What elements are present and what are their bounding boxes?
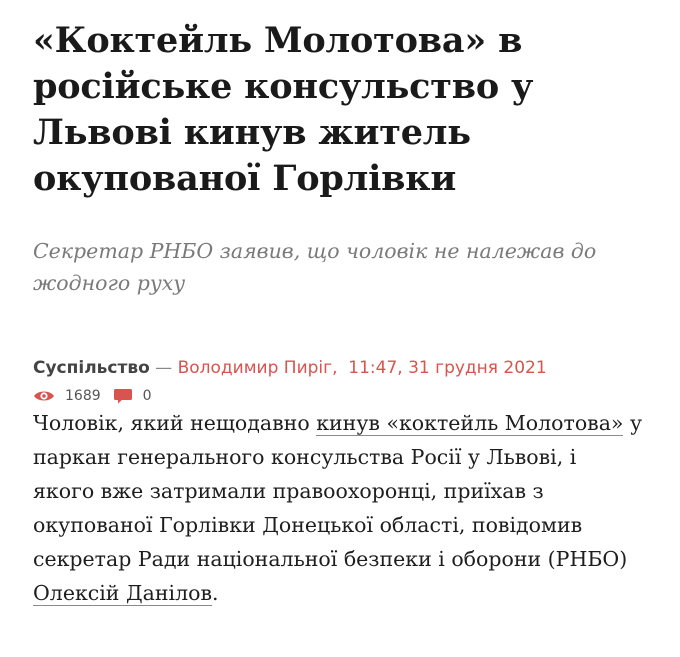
body-text-part: . <box>212 581 219 605</box>
molotov-link[interactable]: кинув «коктейль Молотова» <box>316 411 624 435</box>
danilov-link[interactable]: Олексій Данілов <box>33 581 213 605</box>
body-text-part: Чоловік, який нещодавно <box>33 411 317 435</box>
comment-icon[interactable] <box>113 388 133 404</box>
body-text-part: у паркан генерального консульства Росії у Львові, і якого вже затримали правоохоронці, приїхав з окупованої Горлівки Донецької області, повідомив секретар Ради національної безпеки і оборони (РНБО) <box>33 411 643 571</box>
article-subtitle: Секретар РНБО заявив, що чоловік не належав до жодного руху <box>33 239 597 295</box>
meta-separator: — <box>149 358 178 378</box>
views-count: 1689 <box>65 388 101 404</box>
article-headline: «Коктейль Молотова» в російське консульство у Львові кинув житель окупованої Горлівки <box>33 20 534 199</box>
eye-icon <box>33 389 55 403</box>
publish-datetime: 11:47, 31 грудня 2021 <box>348 358 547 378</box>
article-stats <box>33 388 644 404</box>
article-body <box>33 406 644 610</box>
comments-count[interactable]: 0 <box>142 388 152 404</box>
article-meta <box>33 356 644 380</box>
category-link[interactable]: Суспільство <box>33 358 150 378</box>
author-link[interactable]: Володимир Пиріг, <box>177 358 338 378</box>
